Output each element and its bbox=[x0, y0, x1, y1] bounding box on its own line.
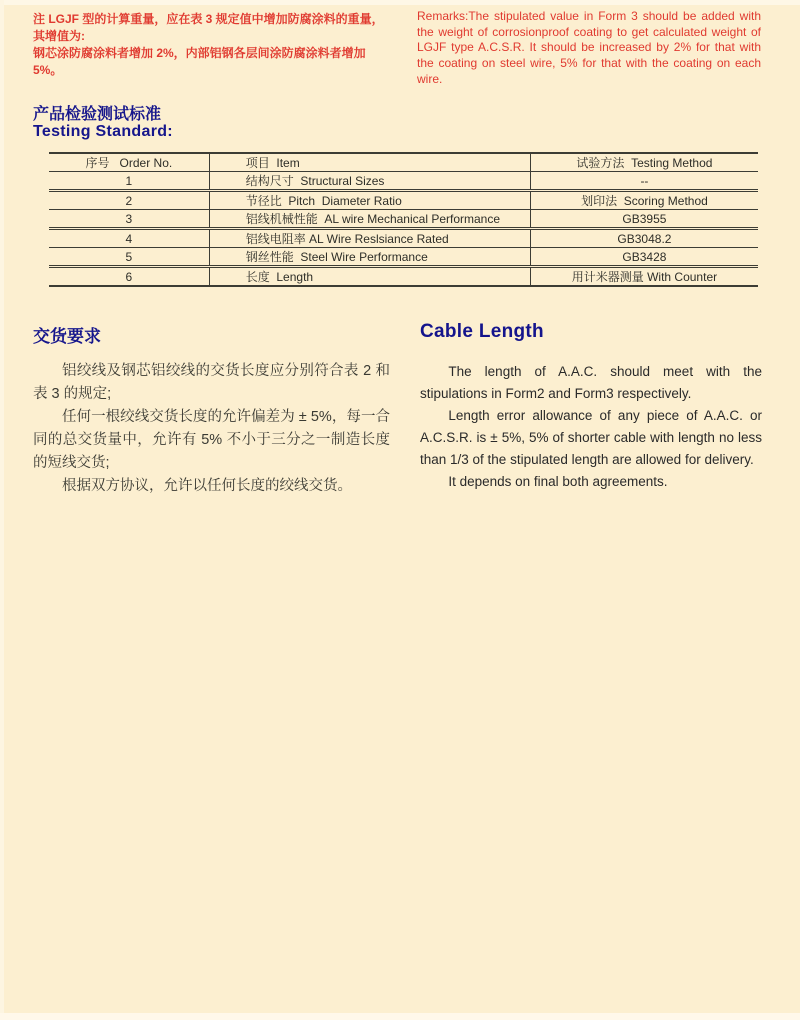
delivery-requirements-title: 交货要求 bbox=[33, 327, 101, 346]
table-row bbox=[49, 267, 758, 287]
remark-note-zh-line1: 注 LGJF 型的计算重量，应在表 3 规定值中增加防腐涂料的重量，其增值为: bbox=[33, 12, 384, 43]
cell-order-no: 1 bbox=[125, 173, 133, 188]
cell-item: 长度 Length bbox=[209, 267, 530, 287]
cable-length-text bbox=[420, 361, 762, 493]
scan-edge-bottom bbox=[0, 1013, 800, 1020]
testing-standard-title-zh: 产品检验测试标准 bbox=[33, 106, 162, 123]
testing-standard-title-en: Testing Standard: bbox=[33, 123, 173, 140]
cell-order-no: 5 bbox=[125, 249, 133, 264]
delivery-paragraph: 铝绞线及钢芯铝绞线的交货长度应分别符合表 2 和表 3 的规定; bbox=[33, 363, 390, 402]
remark-note-zh-line2: 钢芯涂防腐涂料者增加 2%，内部铝钢各层间涂防腐涂料者增加 5%。 bbox=[33, 46, 366, 77]
table-row bbox=[49, 210, 758, 229]
cell-item: 结构尺寸 Structural Sizes bbox=[209, 172, 530, 191]
cell-testing-method: GB3428 bbox=[530, 248, 758, 267]
remark-note-en: Remarks:The stipulated value in Form 3 should be added with the weight of corrosionproof coating to get calculated weight of LGJF type A.C.S.R. It should be increased by 2% for that with the coating on steel wire, 5% for that with the coating on each wire. bbox=[417, 9, 761, 86]
table-row bbox=[49, 248, 758, 267]
cell-item: 铝线机械性能 AL wire Mechanical Performance bbox=[209, 210, 530, 229]
cell-item: 节径比 Pitch Diameter Ratio bbox=[209, 191, 530, 210]
cell-item: 铝线电阻率 AL Wire Reslsiance Rated bbox=[209, 229, 530, 248]
scan-edge-top bbox=[0, 0, 800, 5]
testing-standard-table bbox=[49, 152, 758, 287]
table-header-row bbox=[49, 153, 758, 172]
table-row bbox=[49, 172, 758, 191]
delivery-requirements-text bbox=[33, 360, 390, 498]
cable-length-paragraph: The length of A.A.C. should meet with the stipulations in Form2 and Form3 respectively. bbox=[420, 364, 762, 401]
cell-order-no: 4 bbox=[125, 231, 133, 246]
cell-order-no: 3 bbox=[125, 211, 133, 226]
cell-testing-method: 用计米器测量 With Counter bbox=[530, 267, 758, 287]
cell-item: 钢丝性能 Steel Wire Performance bbox=[209, 248, 530, 267]
cell-order-no: 6 bbox=[125, 269, 133, 284]
column-header-item: 项目 Item bbox=[209, 153, 530, 172]
cell-order-no: 2 bbox=[125, 193, 133, 208]
scan-edge-left bbox=[0, 0, 4, 1020]
cable-length-paragraph: It depends on final both agreements. bbox=[448, 474, 668, 489]
column-header-testing-method: 试验方法 Testing Method bbox=[530, 153, 758, 172]
column-header-order-no: 序号 Order No. bbox=[85, 156, 173, 170]
cell-testing-method: 划印法 Scoring Method bbox=[530, 191, 758, 210]
cable-length-title: Cable Length bbox=[420, 321, 544, 342]
cell-testing-method: GB3048.2 bbox=[530, 229, 758, 248]
delivery-paragraph: 任何一根绞线交货长度的允许偏差为 ± 5%，每一合同的总交货量中，允许有 5% 不小于三分之一制造长度的短线交货; bbox=[33, 409, 390, 471]
cell-testing-method: -- bbox=[530, 172, 758, 191]
cable-length-paragraph: Length error allowance of any piece of A.A.C. or A.C.S.R. is ± 5%, 5% of shorter cable with length no less than 1/3 of the stipulated length are allowed for delivery. bbox=[420, 408, 762, 467]
cell-testing-method: GB3955 bbox=[530, 210, 758, 229]
table-row bbox=[49, 229, 758, 248]
table-row bbox=[49, 191, 758, 210]
delivery-paragraph: 根据双方协议，允许以任何长度的绞线交货。 bbox=[62, 478, 352, 494]
remark-note-zh bbox=[33, 11, 385, 79]
